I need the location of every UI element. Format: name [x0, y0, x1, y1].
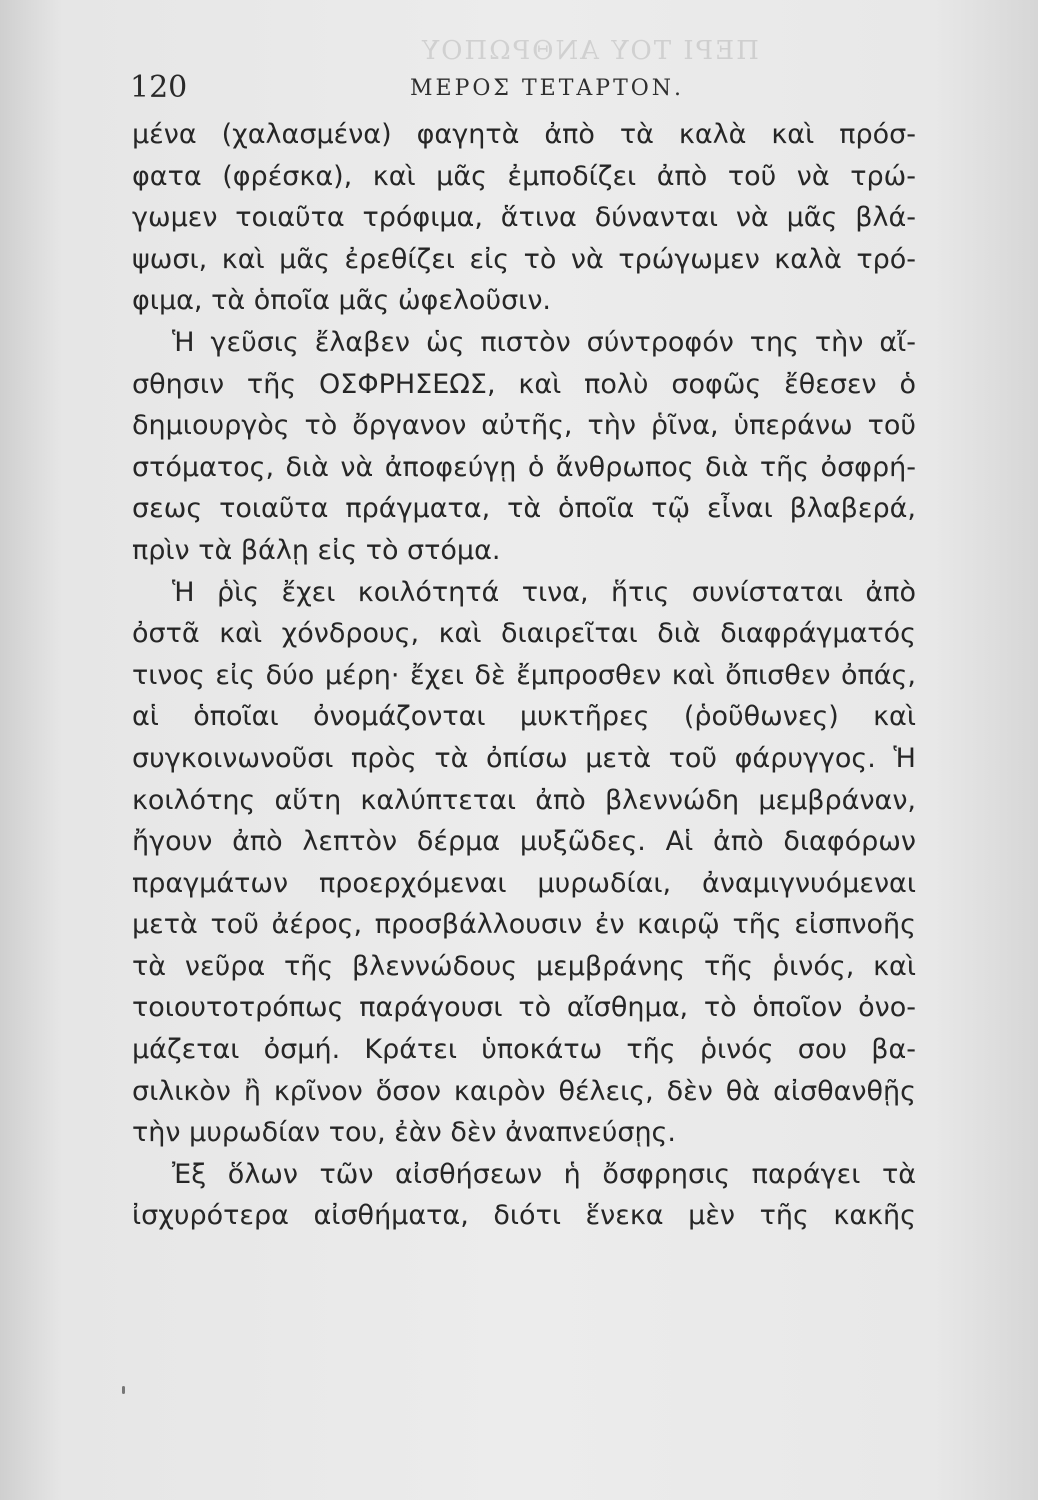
- page-header: [130, 70, 910, 106]
- text-line: πραγμάτων προερχόμεναι μυρωδίαι, ἀναμιγνυόμεναι: [132, 867, 916, 899]
- text-line: μάζεται ὀσμή. Κράτει ὑποκάτω τῆς ῥινός σου βα-: [132, 1034, 916, 1066]
- text-line: Ἡ γεῦσις ἔλαβεν ὡς πιστὸν σύντροφόν της τὴν αἴ-: [172, 326, 916, 358]
- text-line: τινος εἰς δύο μέρη· ἔχει δὲ ἔμπροσθεν καὶ ὄπισθεν ὀπάς,: [132, 659, 916, 691]
- text-line: κοιλότης αὕτη καλύπτεται ἀπὸ βλεννώδη μεμβράναν,: [132, 784, 916, 816]
- show-through-text: ΠΕΡΙ ΤΟΥ ΑΝΘΡΩΠΟΥ: [420, 36, 759, 66]
- text-line: σιλικὸν ἢ κρῖνον ὅσον καιρὸν θέλεις, δὲν θὰ αἰσθανθῇς: [132, 1075, 916, 1107]
- text-line: ἤγουν ἀπὸ λεπτὸν δέρμα μυξῶδες. Αἱ ἀπὸ διαφόρων: [132, 826, 916, 858]
- page-number: 120: [130, 70, 188, 105]
- text-line: ὀστᾶ καὶ χόνδρους, καὶ διαιρεῖται διὰ διαφράγματός: [132, 618, 916, 650]
- text-line: τὰ νεῦρα τῆς βλεννώδους μεμβράνης τῆς ῥινός, καὶ: [132, 950, 916, 982]
- text-line: Ἡ ῥὶς ἔχει κοιλότητά τινα, ἥτις συνίσταται ἀπὸ: [172, 576, 916, 608]
- ink-speck: [122, 1386, 125, 1394]
- text-line: μετὰ τοῦ ἀέρος, προσβάλλουσιν ἐν καιρῷ τῆς εἰσπνοῆς: [132, 909, 916, 941]
- body-text: [132, 114, 916, 1237]
- text-line: μένα (χαλασμένα) φαγητὰ ἀπὸ τὰ καλὰ καὶ πρόσ-: [132, 119, 916, 150]
- text-line: τοιουτοτρόπως παράγουσι τὸ αἴσθημα, τὸ ὁποῖον ὀνο-: [132, 992, 916, 1024]
- text-line: φιμα, τὰ ὁποῖα μᾶς ὠφελοῦσιν.: [132, 285, 551, 317]
- text-line: γωμεν τοιαῦτα τρόφιμα, ἅτινα δύνανται νὰ μᾶς βλά-: [132, 202, 916, 234]
- text-line: αἱ ὁποῖαι ὀνομάζονται μυκτῆρες (ῥοῦθωνες) καὶ: [132, 701, 916, 733]
- text-line: φατα (φρέσκα), καὶ μᾶς ἐμποδίζει ἀπὸ τοῦ νὰ τρώ-: [132, 160, 916, 192]
- text-line: Ἐξ ὅλων τῶν αἰσθήσεων ἡ ὄσφρησις παράγει τὰ: [172, 1158, 916, 1190]
- text-line: πρὶν τὰ βάλῃ εἰς τὸ στόμα.: [132, 534, 501, 566]
- text-line: ἰσχυρότερα αἰσθήματα, διότι ἕνεκα μὲν τῆς κακῆς: [132, 1200, 916, 1232]
- text-line: δημιουργὸς τὸ ὄργανον αὐτῆς, τὴν ῥῖνα, ὑπεράνω τοῦ: [132, 410, 916, 442]
- text-line: σεως τοιαῦτα πράγματα, τὰ ὁποῖα τῷ εἶναι βλαβερά,: [132, 493, 916, 525]
- running-head: ΜΕΡΟΣ ΤΕΤΑΡΤΟΝ.: [410, 76, 685, 101]
- text-line: τὴν μυρωδίαν του, ἐὰν δὲν ἀναπνεύσῃς.: [132, 1117, 676, 1149]
- text-line: σθησιν τῆς ΟΣΦΡΗΣΕΩΣ, καὶ πολὺ σοφῶς ἔθεσεν ὁ: [132, 368, 916, 400]
- text-line: ψωσι, καὶ μᾶς ἐρεθίζει εἰς τὸ νὰ τρώγωμεν καλὰ τρό-: [132, 243, 916, 275]
- text-line: στόματος, διὰ νὰ ἀποφεύγῃ ὁ ἄνθρωπος διὰ τῆς ὀσφρή-: [132, 451, 916, 483]
- text-line: συγκοινωνοῦσι πρὸς τὰ ὀπίσω μετὰ τοῦ φάρυγγος. Ἡ: [132, 742, 916, 774]
